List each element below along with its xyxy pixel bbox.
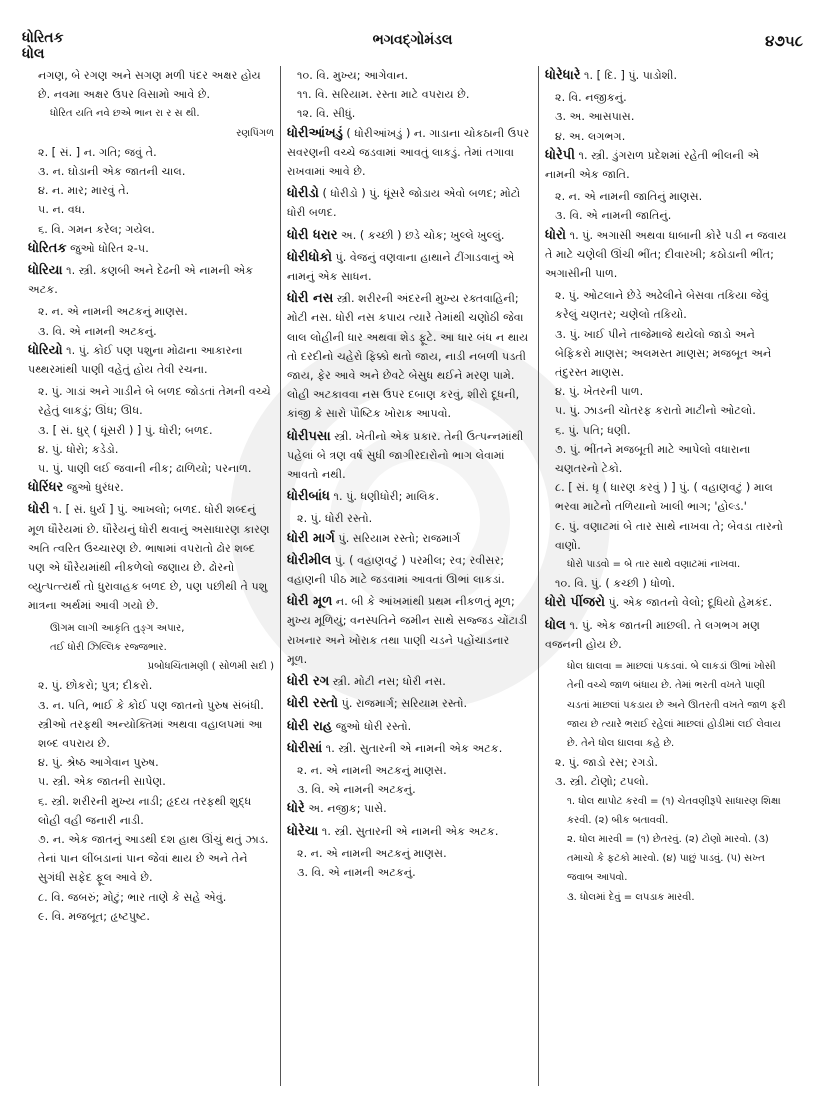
sense-definition: ૧૧. વિ. સરિયામ. રસ્તા માટે વપરાય છે. [297,88,470,102]
continued-text: નગણ, બે રગણ અને સગણ મળી પંદર અક્ષર હોય છે. નવમા અક્ષર ઉપર વિસામો આવે છે. [38,69,261,102]
sense-definition: ૬. પું. પતિ; ધણી. [555,423,631,437]
quote-source: રણપિંગળ [236,127,274,139]
quote-source: પ્રબોધચિંતામણી ( સોળમી સદી ) [147,661,274,673]
sense-definition: ૮. વિ. જબરું; મોટું; ભાર તાણે કે સહે એવું. [38,890,227,904]
definition-text: અ. નજીક; પાસે. [304,802,387,816]
dictionary-entry [28,500,274,615]
sense-definition: ૬. સ્ત્રી. શરીરની મુખ્ય નાડી; હૃદય તરફથી શુદ્ધ લોહી વહી જનારી નાડી. [38,794,252,827]
dictionary-entry [287,248,532,286]
headword: ધોરો પીંજરો [545,595,605,611]
usage-quote: તઈ ધોરી ઝિલ્લિક રજ્જભાર. [50,641,167,653]
dictionary-entry [287,289,532,423]
sense-definition: ૯. વિ. મજબૂત; હૃષ્ટપુષ્ટ. [38,909,150,923]
dictionary-entry [287,822,532,841]
dictionary-entry [287,487,532,506]
definition-text: ૧. સ્ત્રી. ડુંગરાળ પ્રદેશમાં રહેતી ભીલની એ નામની એક જાતિ. [545,148,760,182]
dictionary-entry [28,239,274,258]
column-right [538,66,796,1086]
sense-definition: ૨. પું. ધોરી રસ્તો. [297,512,373,526]
dictionary-entry [545,593,790,612]
dictionary-entry [287,184,532,222]
sense-definition: ૨. વિ. નજીકનું. [555,91,627,105]
sense-definition: ૨. પું. ઓટલાને છેડે અઢેલીને બેસવા તકિયા જેવું કરેલું ચણતર; ચણેલો તકિયો. [555,289,769,322]
guide-word-last: ધોલ [22,46,45,62]
definition-text: ૧. [ દિ. ] પું. પાડોશી. [580,69,678,82]
headword: ધોરિયા [28,263,63,279]
sense-definition: ૩. ન. પતિ, ભાઈ કે કોઈ પણ જાતનો પુરુષ સંબંધી. સ્ત્રીઓ તરફથી અન્યોક્તિમાં અથવા વહાલપમાં આ શબ્દ વપરાય છે. [38,698,264,750]
sense-definition: ૮. [ સં. ધૃ ( ધારણ કરવું ) ] પું. ( વહાણવટું ) માલ ભરવા માટેનો તળિયાનો ખાલી ભાગ; 'હોલ્ડ.' [555,481,773,514]
dictionary-entry [287,799,532,818]
sense-definition: ૪. પું. ધોરો; કડેડો. [38,442,119,456]
definition-text: પું. વેજનું વણવાના હાથાને ટીંગાડવાનું એ નામનું એક સાધન. [287,250,515,284]
dictionary-entry [287,592,532,669]
definition-text: સ્ત્રી. મોટી નસ; ધોરી નસ. [329,675,446,689]
dictionary-entry [28,341,274,379]
sense-definition: ૩. સ્ત્રી. ટોણો; ટપલો. [555,775,649,789]
sense-definition: ૩. પું. ખાઈ પીને તાજેમાજે થયેલો જાડો અને બેફિકરો માણસ; અલમસ્ત માણસ; મજબૂત અને તંદુરસ્ત માણસ. [555,327,772,380]
headword: ધોરીમીલ [287,552,332,568]
headword: ધોરિયો [28,342,63,358]
headword: ધોરો [545,227,567,243]
headword: ધોરી રાહ [287,718,333,734]
definition-text: ( ધોરીઆંખડું ) ન. ગાડાના ચોકઠાની ઉપર સવરણની વચ્ચે જડવામાં આવતું લાકડું. તેમાં તગાવા રાખવામાં આવે છે. [287,126,530,179]
usage-quote: ધોલ ઘાલવા = માછલાં પકડવાં. બે લાકડાં ઊભાં ખોસી તેની વચ્ચે જાળ બંધાય છે. તેમાં ભરતી વખતે પાણી ચડતાં માછલાં પકડાય છે અને ઊતરતી વખતે જાળ ફરી જાય છે ત્યારે ભરાઈ રહેલાં માછલાં હોડીમાં લઈ લેવાય છે. તેને ધોલ ઘાલવા કહે છે. [567,661,786,749]
sense-definition: ૩. વિ. એ નામની અટકનું. [297,865,416,879]
sense-definition: ૧૦. વિ. મુખ્ય; આગેવાન. [297,69,409,82]
sense-definition: ૫. પું. પાણી લઈ જવાની નીક; ઢાળિયો; પરનાળ. [38,462,252,476]
dictionary-entry [545,616,790,654]
dictionary-columns [22,66,812,1086]
headword: ધોરીધોકો [287,249,332,265]
sense-definition: ૨. પું. ગાડાં અને ગાડીને બે બળદ જોડતાં તેમની વચ્ચે રહેતું લાકડું; ઊંધ; ઊધ. [38,385,271,418]
definition-text: સ્ત્રી. શરીરની અંદરની મુખ્ય રક્તવાહિની; મોટી નસ. ધોરી નસ કપાય ત્યારે તેમાંથી ચણોઠી જેવા લાલ લોહીની ધાર અથવા શેડ ફૂટે. આ ધાર બંધ ન થાય તો દરદીનો ચહેરો ફિક્કો થતો જાય, નાડી નબળી પડતી જાય, ફેર આવે અને છેવટે બેસુધ થઈને મરણ પામે. લોહી અટકાવવા નસ ઉપર દબાણ કરવું, શીરો દૂધની, કાંજી કે સારો પૌષ્ટિક ખોરાક આપવો. [287,292,529,421]
sense-definition: ૨. ન. એ નામની અટકનું માણસ. [297,846,447,860]
headword: ધોરે [287,801,305,817]
sense-definition: ૫. ન. વધ. [38,203,86,217]
headword: ધોરી [28,502,50,518]
sense-definition: ૧૨. વિ. સીધું. [297,107,356,121]
sense-definition: ૪. ન. માર; મારવું તે. [38,184,130,198]
headword: ધોરી મૂળ [287,594,333,610]
sense-definition: ૩. વિ. એ નામની અટકનું. [297,783,416,797]
headword: ધોરી નસ [287,291,334,307]
sense-definition: ૨. પું. છોકરો; પુત્ર; દીકરો. [38,679,153,693]
headword: ધોરી રસ્તો [287,696,339,712]
dictionary-entry [28,478,274,497]
page-header [0,0,825,62]
sense-definition: ૯. પું. વણાટમાં બે તાર સાથે નાખવા તે; બેવડા તારનો વાણો. [555,519,784,552]
column-left [22,66,280,1086]
sense-definition: ૬. વિ. ગમન કરેલ; ગયેલ. [38,222,155,236]
dictionary-entry [287,427,532,485]
dictionary-entry [287,529,532,548]
definition-text: ૧. સ્ત્રી. સુતારની એ નામની એક અટક. [322,741,503,755]
sense-definition: ૭. પું. ભીંતને મજબૂતી માટે આપેલો વધારાના ચણતરનો ટેકો. [555,442,751,476]
usage-quote: ૧. ધોલ થાપોટ કરવી = (૧) ચેતવણીરૂપે સાધારણ શિક્ષા કરવી. (૨) બીક બતાવવી. [567,795,781,826]
definition-text: ૧. સ્ત્રી. સુતારની એ નામની એક અટક. [318,824,499,838]
sense-definition: ૪. પું. ખેતરની પાળ. [555,385,644,399]
definition-text: સ્ત્રી. ખેતીનો એક પ્રકાર. તેની ઉત્પન્નમાંથી પહેલાં બે ત્રણ વર્ષ સુધી જાગીરદારોનો ભાગ લેવામાં આવતો નથી. [287,429,524,482]
definition-text: ૧. પું. એક જાતની માછલી. તે લગભગ મણ વજનની હોય છે. [545,618,760,651]
sense-definition: ૩. [ સં. ધુર્ ( ધૂંસરી ) ] પું. ધોરી; બળદ. [38,423,213,437]
guide-word-first: ધોરિતક [22,30,64,46]
definition-text: પું. રાજમાર્ગ; સરિયામ રસ્તો. [338,697,468,711]
dictionary-entry [287,694,532,713]
sense-definition: ૩. અ. આસપાસ. [555,110,635,124]
definition-text: જુઓ ધોરી રસ્તો. [332,719,412,733]
definition-text: ૧. સ્ત્રી. કણબી અને દેઢની એ નામની એક અટક. [28,264,254,297]
definition-text: પું. ( વહાણવટું ) પરમીલ; રવ; રવીસર; વહાણની પીઠ માટે જડવામાં આવતાં ઊભાં લાકડાં. [287,553,505,587]
headword: ધોરી ધરાર [287,227,338,243]
sense-definition: ૭. ન. એક જાતનું આડથી દશ હાથ ઊંચું થતું ઝાડ. તેનાં પાન લીંબડાનાં પાન જેવાં થાય છે અને તેને સુગંધી સફેદ ફૂલ આવે છે. [38,832,269,885]
dictionary-entry [287,717,532,736]
usage-quote: ધોરો પાડવો = બે તાર સાથે વણાટમાં નાખવા. [567,559,741,571]
dictionary-entry [545,66,790,85]
sense-definition: ૫. પું. ઝાડની ચોતરફ કરાતો માટીનો ઓટલો. [555,404,756,418]
sense-definition: ૨. ન. એ નામની અટકનું માણસ. [297,763,447,777]
page-number: ૪૭૫૮ [765,32,803,50]
dictionary-entry [287,739,532,758]
headword: ધોરીઆંખડું [287,125,343,141]
headword: ધોરીપસા [287,428,331,444]
headword: ધોરિંધર [28,480,64,496]
headword: ધોરી રગ [287,674,330,690]
dictionary-entry [545,146,790,184]
definition-text: અ. ( કચ્છી ) છડે ચોક; ખુલ્લે ખુલ્લું. [337,228,505,242]
headword: ધોરેચા [287,823,319,839]
definition-text: ૧. પું. કોઈ પણ પશુના મોઢાના આકારના પથ્થરમાંથી પાણી વહેતું હોય તેવી રચના. [28,343,243,377]
definition-text: ૧. પું. અગાસી અથવા ધાબાની કોરે પડી ન જવાય તે માટે ચણેલી ઊંચી ભીંત; દીવારખી; કઠોડાની ભીંત; અગાસીની પાળ. [545,228,787,281]
sense-definition: ૩. વિ. એ નામની જાતિનું. [555,209,672,223]
headword: ધોલ [545,617,566,633]
definition-text: પું. સરિયામ રસ્તો; રાજમાર્ગ [334,531,461,545]
sense-definition: ૫. સ્ત્રી. એક જાતની સાપેણ. [38,775,166,789]
sense-definition: ૨. [ સં. ] ન. ગતિ; જવું તે. [38,145,157,159]
headword: ધોરી માર્ગ [287,530,335,546]
headword: ધોરેપી [545,147,575,163]
sense-definition: ૪. અ. લગભગ. [555,129,626,143]
dictionary-entry [287,124,532,182]
dictionary-entry [287,226,532,245]
dictionary-entry [28,261,274,299]
definition-text: જુઓ ધુરંધર. [63,481,124,495]
dictionary-entry [287,551,532,589]
sense-definition: ૩. વિ. એ નામની અટકનું. [38,324,157,338]
headword: ધોરીસાં [287,740,323,756]
sense-definition: ૨. પું. જાડો રસ; રગડો. [555,756,658,770]
sense-definition: ૪. પું. શ્રેષ્ઠ આગેવાન પુરુષ. [38,756,159,770]
dictionary-entry [287,672,532,691]
sense-definition: ૩. ન. ઘોડાની એક જાતની ચાલ. [38,165,186,179]
headword: ધોરીડો [287,186,319,202]
definition-text: ( ધોરીડો ) પું. ધૂંસરે જોડાય એવો બળદ; મોટો ધોરી બળદ. [287,187,521,220]
definition-text: ન. બી કે આંખમાંથી પ્રથમ નીકળતું મૂળ; મુખ્ય મૂળિયું; વનસ્પતિને જમીન સાથે સજ્જડ ચોંટાડી રાખનાર અને ખોરાક તથા પાણી ચડને પહોંચાડનાર મૂળ. [287,595,528,666]
headword: ધોરેધારે [545,68,581,83]
sense-definition: ૨. ન. એ નામની અટકનું માણસ. [38,305,188,319]
sense-definition: ૧૦. વિ. પું. ( કચ્છી ) ધોળો. [555,577,676,591]
definition-text: જુઓ ધોરિત ૨-૫. [66,241,149,255]
dictionary-entry [545,226,790,284]
headword: ધોરીબાંધ [287,489,330,505]
sense-definition: ૨. ન. એ નામની જાતિનું માણસ. [555,190,703,204]
usage-quote: ૩. ધોલમાં દેવું = લપડાક મારવી. [567,891,695,903]
dictionary-title: ભગવદ્ગોમંડલ [372,32,453,48]
column-middle [280,66,538,1086]
usage-quote: ધોરિત યતિ નવે છએ ભાન રા ર સ થી. [50,108,200,120]
definition-text: ૧. [ સં. ધુર્ય ] પું. આખલો; બળદ. ધોરી શબ્દનું મૂળ ધૌરેયમાં છે. ધૌરેયનું ધોરી થવાનું અસાધારણ કારણ અતિ ત્વરિત ઉચ્ચારણ છે. ભાષામાં વપરાતો ઢોર શબ્દ પણ એ ધૌરેયમાંથી નીકળેલો જણાય છે. ઢોરનો વ્યુત્પત્ત્યર્થ તો ધુરાવાહક બળદ છે, પણ પછીથી તે પશુ માત્રના અર્થમાં આવી ગયો છે. [28,503,270,613]
headword: ધોરિતક [28,240,67,256]
definition-text: પું. એક જાતનો વેલો; દૂધિયો હેમકંદ. [604,596,773,610]
usage-quote: ૨. ધોલ મારવી = (૧) છેતરવું. (૨) ટોણો મારવો. (૩) તમાચો કે ફટકો મારવો. (૪) પાછું પાડવું. (૫) સખ્ત જવાબ આપવો. [567,833,769,884]
usage-quote: ઊગમ લાગી આકૃતિ તુઙ્ગ અપાર, [50,622,185,634]
definition-text: ૧. પું. ધણીધોરી; માલિક. [329,490,440,504]
